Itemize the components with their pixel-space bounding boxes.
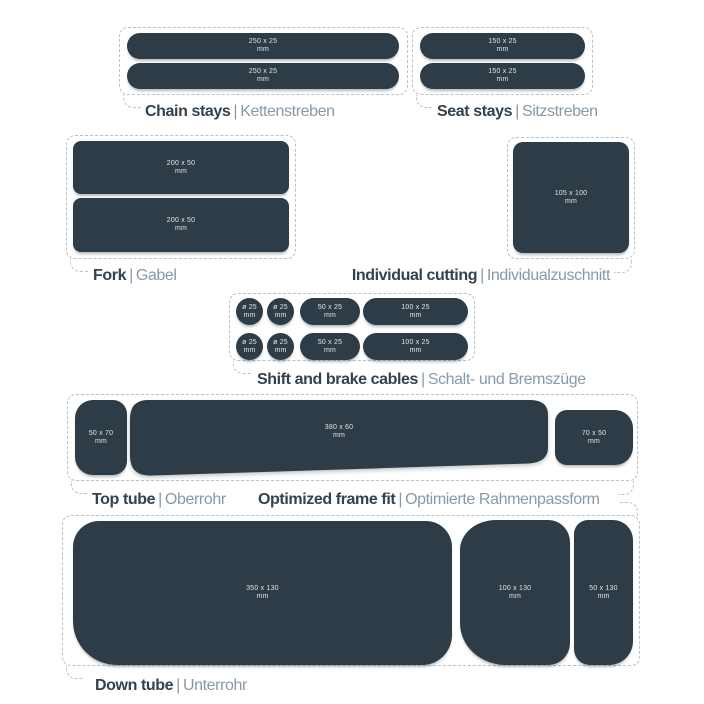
down-tube-piece-mid <box>460 520 570 665</box>
chain-stays-label-en: Chain stays <box>145 103 231 120</box>
chain-stays-label-de: Kettenstreben <box>240 103 335 120</box>
seat-stays-connector <box>416 95 432 108</box>
frame-fit-connector-up <box>618 481 634 495</box>
frame-fit-label <box>258 491 600 508</box>
piece-size: 100 x 130 <box>498 584 532 592</box>
piece-unit: mm <box>587 437 601 445</box>
piece-unit: mm <box>243 311 256 319</box>
piece-unit: mm <box>256 593 269 600</box>
piece-unit: mm <box>274 346 287 354</box>
down-tube-piece-main <box>73 521 452 665</box>
label-separator: | <box>158 491 162 508</box>
top-tube-label-en: Top tube <box>92 491 156 508</box>
frame-fit-label-de: Optimierte Rahmenpassform <box>405 491 600 508</box>
down-tube-connector <box>66 666 82 679</box>
piece-size: 100 x 25 <box>401 303 430 311</box>
label-separator: | <box>480 267 484 284</box>
piece-unit: mm <box>496 76 509 83</box>
cables-label <box>257 371 586 388</box>
frame-fit-label-en: Optimized frame fit <box>258 491 396 508</box>
piece-size: ø 25 <box>273 338 288 346</box>
label-separator: | <box>421 371 425 388</box>
down-tube-label-en: Down tube <box>95 677 174 694</box>
piece-unit: mm <box>243 346 256 354</box>
piece-unit: mm <box>323 311 337 319</box>
individual-cutting-label <box>352 267 610 284</box>
piece-size: 70 x 50 <box>581 429 607 437</box>
cable-piece-circle-2 <box>267 298 294 325</box>
cable-piece-pill-50-2 <box>300 333 360 360</box>
chain-stays-label <box>145 103 335 120</box>
down-tube-label-de: Unterrohr <box>182 677 247 694</box>
piece-unit: mm <box>597 592 610 600</box>
cable-piece-circle-3 <box>236 333 263 360</box>
label-separator: | <box>176 677 180 694</box>
top-tube-piece-main <box>130 400 548 478</box>
piece-size: 100 x 25 <box>401 338 430 346</box>
frame-fit-connector-down <box>620 502 638 516</box>
piece-size: 50 x 25 <box>317 303 343 311</box>
label-separator: | <box>233 103 238 120</box>
piece-size: 50 x 25 <box>317 338 343 346</box>
piece-size: ø 25 <box>242 303 257 311</box>
fork-label-de: Gabel <box>135 267 177 284</box>
seat-stays-label-en: Seat stays <box>437 103 513 120</box>
piece-unit: mm <box>256 46 270 53</box>
chain-stay-piece-1 <box>127 33 399 59</box>
piece-size: 200 x 50 <box>166 159 196 167</box>
piece-size: 250 x 25 <box>248 38 278 45</box>
top-tube-label-de: Oberrohr <box>164 491 226 508</box>
cables-label-en: Shift and brake cables <box>257 371 419 388</box>
piece-size: 50 x 130 <box>589 584 618 592</box>
seat-stays-label <box>437 103 598 120</box>
piece-size: 200 x 50 <box>166 217 196 224</box>
cable-piece-circle-4 <box>267 333 294 360</box>
top-tube-piece-right <box>555 410 633 465</box>
piece-size: ø 25 <box>242 338 257 346</box>
piece-unit: mm <box>323 346 337 354</box>
individual-cutting-piece <box>513 142 629 253</box>
seat-stay-piece-1 <box>420 33 585 59</box>
fork-label <box>93 267 177 284</box>
seat-stay-piece-2 <box>420 63 585 89</box>
piece-unit: mm <box>174 225 188 232</box>
piece-size: 250 x 25 <box>248 68 278 75</box>
piece-size: 350 x 130 <box>246 585 279 592</box>
cables-connector <box>233 361 251 374</box>
cables-label-de: Schalt- und Bremszüge <box>427 371 586 388</box>
top-tube-piece-left <box>75 400 127 475</box>
piece-unit: mm <box>274 311 287 319</box>
piece-unit: mm <box>508 592 522 600</box>
individual-cutting-label-en: Individual cutting <box>351 267 478 284</box>
seat-stays-label-de: Sitzstreben <box>521 103 598 120</box>
top-tube-connector <box>71 481 87 494</box>
piece-size: 150 x 25 <box>488 68 517 75</box>
cable-piece-circle-1 <box>236 298 263 325</box>
top-tube-label <box>92 491 226 508</box>
chain-stay-piece-2 <box>127 63 399 89</box>
down-tube-label <box>95 677 247 694</box>
piece-size: 105 x 100 <box>554 189 588 197</box>
fork-label-en: Fork <box>93 267 127 284</box>
fork-connector <box>70 259 88 272</box>
piece-unit: mm <box>94 437 108 445</box>
piece-unit: mm <box>332 432 346 439</box>
cable-piece-pill-100-2 <box>363 333 468 360</box>
cable-piece-pill-50-1 <box>300 298 360 325</box>
piece-size: ø 25 <box>273 303 288 311</box>
piece-size: 150 x 25 <box>488 38 517 45</box>
piece-size: 50 x 70 <box>88 429 114 437</box>
piece-size: 380 x 60 <box>324 424 354 431</box>
cable-piece-pill-100-1 <box>363 298 468 325</box>
label-separator: | <box>515 103 519 120</box>
piece-unit: mm <box>564 197 578 205</box>
piece-unit: mm <box>174 167 188 175</box>
piece-unit: mm <box>496 46 509 53</box>
fork-piece-2 <box>73 198 289 252</box>
fork-piece-1 <box>73 141 289 194</box>
label-separator: | <box>398 491 403 508</box>
label-separator: | <box>129 267 133 284</box>
piece-unit: mm <box>409 311 422 319</box>
piece-unit: mm <box>256 76 270 83</box>
down-tube-piece-small <box>574 520 633 665</box>
piece-unit: mm <box>409 346 422 354</box>
individual-cutting-label-de: Individualzuschnitt <box>486 267 610 284</box>
chain-stays-connector <box>123 95 141 108</box>
individual-cutting-connector <box>614 259 632 273</box>
